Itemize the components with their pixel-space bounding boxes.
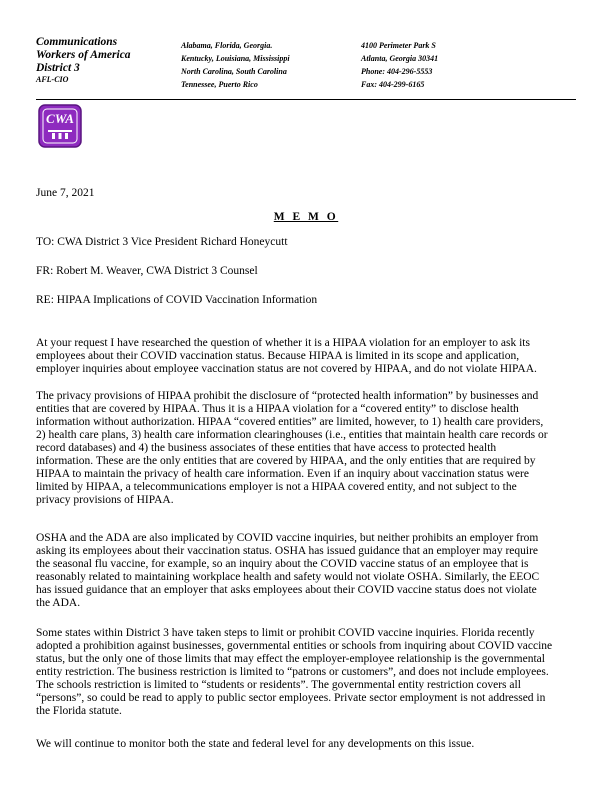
paragraph-line: the seasonal flu vaccine, for example, so an inquiry about the COVID vaccine status of an employee that is	[36, 558, 529, 570]
paragraph-line: 2) health care plans, 3) health care information clearinghouses (i.e., entities that maintain health care records or	[36, 429, 548, 441]
states-line: Tennessee, Puerto Rico	[181, 80, 258, 89]
paragraph-line: Some states within District 3 have taken steps to limit or prohibit COVID vaccine inquiries. Florida recently	[36, 627, 535, 639]
states-line: Alabama, Florida, Georgia.	[181, 41, 273, 50]
paragraph-line: status, but the only one of those limits that may effect the employer-employee relationship is the governmental	[36, 653, 545, 665]
paragraph-line: The schools restriction is limited to “students or residents”. The governmental entity restriction covers all	[36, 679, 521, 691]
logo-text: CWA	[46, 111, 74, 126]
memo-re: RE: HIPAA Implications of COVID Vaccination Information	[36, 294, 318, 306]
paragraph-line: OSHA and the ADA are also implicated by COVID vaccine inquiries, but neither prohibits an employer from	[36, 532, 539, 544]
memo-date: June 7, 2021	[36, 187, 95, 199]
memo-heading	[0, 211, 612, 223]
paragraph-line: has issued guidance that an employer that asks employees about their COVID vaccine status does not violate	[36, 584, 537, 596]
paragraph-line: HIPAA to maintain the privacy of health care information. Even if an inquiry about vaccination status were	[36, 468, 529, 480]
address-line: 4100 Perimeter Park S	[361, 41, 436, 50]
states-line: Kentucky, Louisiana, Mississippi	[181, 54, 290, 63]
cwa-logo-icon	[38, 104, 82, 148]
paragraph-line: employees about their COVID vaccination status. Because HIPAA is limited in its scope and application,	[36, 350, 520, 362]
letterhead-states	[181, 39, 290, 91]
org-line: District 3	[36, 62, 80, 74]
body-paragraph	[36, 738, 581, 751]
memo-from: FR: Robert M. Weaver, CWA District 3 Counsel	[36, 265, 258, 277]
paragraph-line: entities that are covered by HIPAA. Thus it is a HIPAA violation for a “covered entity” to disclose health	[36, 403, 519, 415]
body-paragraph	[36, 532, 581, 610]
paragraph-line: The privacy provisions of HIPAA prohibit the disclosure of “protected health information” by businesses and	[36, 390, 539, 402]
org-line: Workers of America	[36, 49, 131, 61]
paragraph-line: information without authorization. HIPAA “covered entities” are limited, however, to 1) health care providers,	[36, 416, 544, 428]
org-line: Communications	[36, 36, 118, 48]
paragraph-line: We will continue to monitor both the state and federal level for any developments on this issue.	[36, 738, 475, 750]
states-line: North Carolina, South Carolina	[181, 67, 287, 76]
address-line: Phone: 404-296-5553	[361, 67, 433, 76]
paragraph-line: entity restriction. The business restriction is limited to “patrons or customers”, and does not include employees.	[36, 666, 549, 678]
letterhead-org	[36, 36, 131, 85]
paragraph-line: employer inquiries about employee vaccination status are not covered by HIPAA, and do not violate HIPAA.	[36, 363, 537, 375]
paragraph-line: privacy provisions of HIPAA.	[36, 494, 174, 506]
paragraph-line: the ADA.	[36, 597, 81, 609]
paragraph-line: information. These are the only entities that are covered by HIPAA, and the only entities that are required by	[36, 455, 536, 467]
paragraph-line: adopted a prohibition against businesses, governmental entities or schools from inquiring about COVID vaccine	[36, 640, 553, 652]
body-paragraph	[36, 627, 581, 718]
letterhead-address	[361, 39, 438, 91]
address-line: Atlanta, Georgia 30341	[361, 54, 439, 63]
address-line: Fax: 404-299-6165	[361, 80, 425, 89]
body-paragraph	[36, 337, 581, 376]
paragraph-line: reasonably related to maintaining workplace health and safety would not violate OSHA. Similarly, the EEOC	[36, 571, 540, 583]
letterhead-divider	[36, 99, 576, 100]
memo-heading-text: M E M O	[273, 211, 339, 223]
paragraph-line: limited by HIPAA, a telecommunications employer is not a HIPAA covered entity, and not subject to the	[36, 481, 517, 493]
paragraph-line: asking its employees about their vaccination status. OSHA has issued guidance that an employer may require	[36, 545, 539, 557]
org-affiliation: AFL-CIO	[36, 75, 69, 84]
paragraph-line: the Florida statute.	[36, 705, 122, 717]
paragraph-line: “persons”, so could be read to apply to public sector employees. Private sector employment is not addressed in	[36, 692, 546, 704]
paragraph-line: record databases) and 4) the business associates of these entities that have access to protected health	[36, 442, 497, 454]
paragraph-line: At your request I have researched the question of whether it is a HIPAA violation for an employer to ask its	[36, 337, 530, 349]
body-paragraph	[36, 390, 581, 507]
memo-to: TO: CWA District 3 Vice President Richard Honeycutt	[36, 236, 288, 248]
